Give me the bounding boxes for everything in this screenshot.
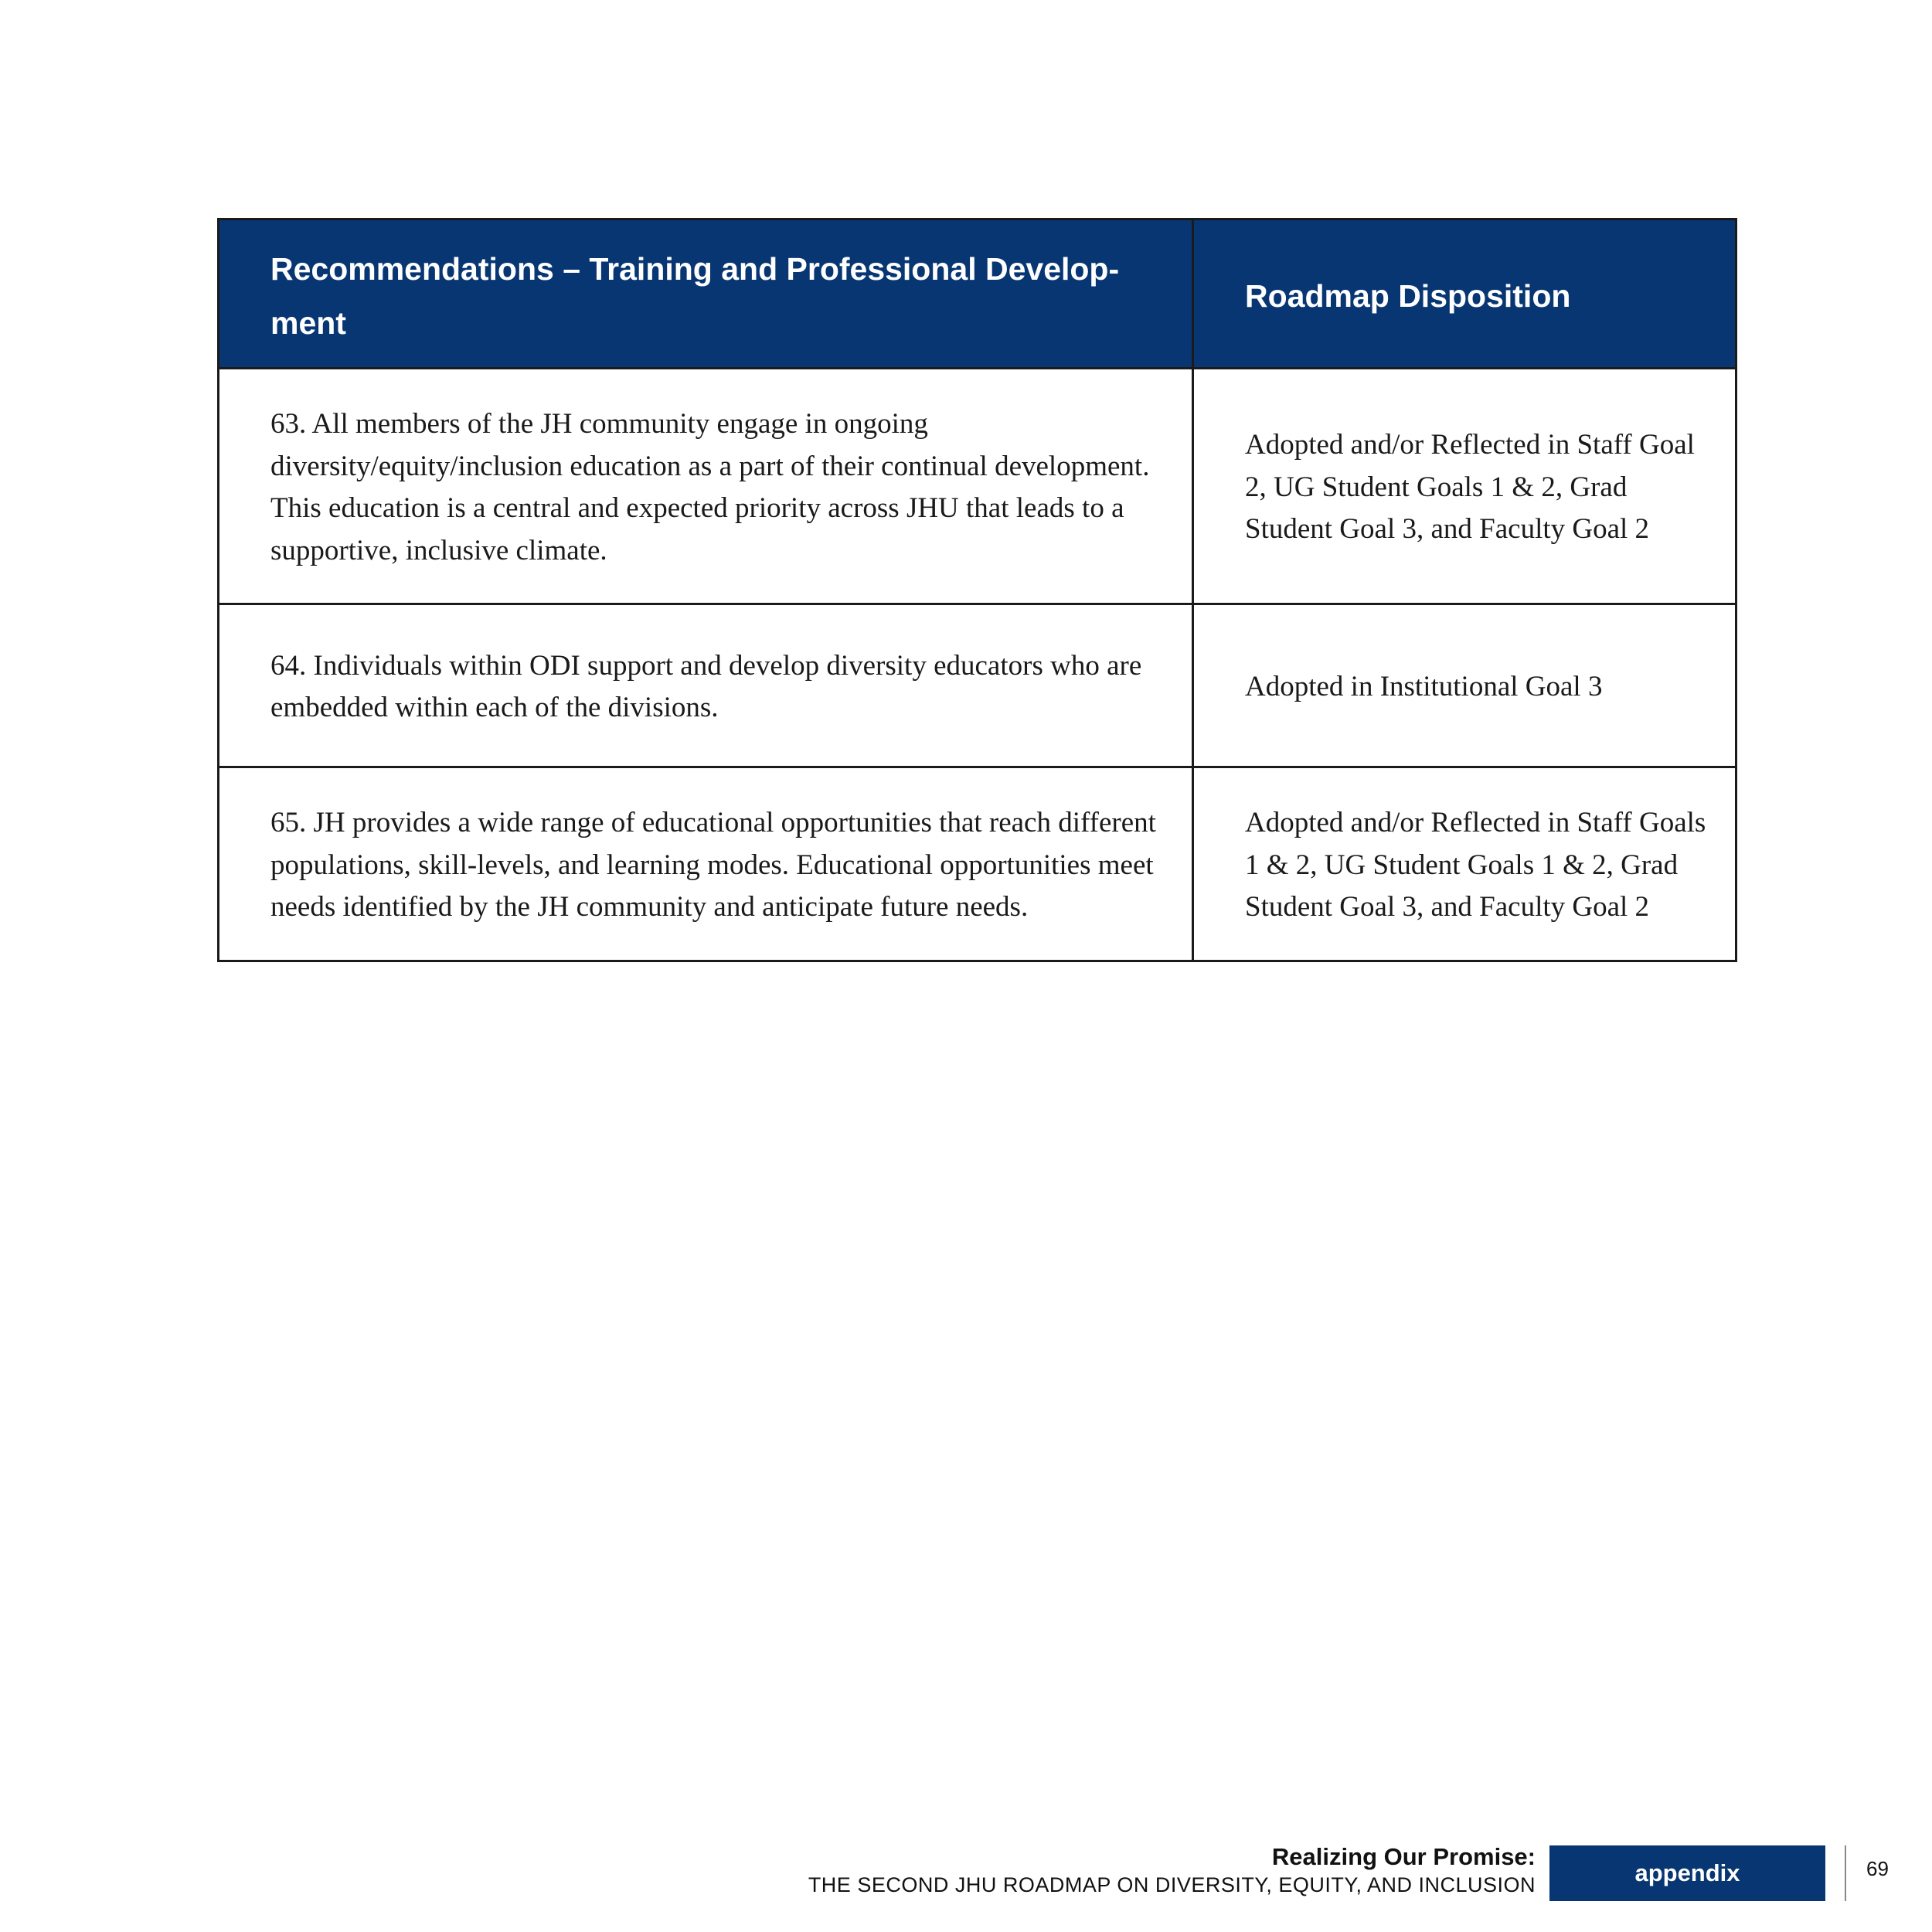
recommendation-cell: 64. Individuals within ODI support and develop diversity educators who are embedded within each of the divisions. — [219, 604, 1193, 767]
recommendations-table-container — [217, 218, 1735, 962]
recommendations-table — [217, 218, 1737, 962]
table-row — [219, 369, 1736, 604]
recommendation-cell: 65. JH provides a wide range of educational opportunities that reach different populations, skill-levels, and learning modes. Educational opportunities meet needs identified by the JH community and anticipate future needs. — [219, 767, 1193, 961]
footer-subtitle: THE SECOND JHU ROADMAP ON DIVERSITY, EQUITY, AND INCLUSION — [808, 1873, 1536, 1896]
disposition-cell: Adopted and/or Reflected in Staff Goals 1 & 2, UG Student Goals 1 & 2, Grad Student Goal 3, and Faculty Goal 2 — [1193, 767, 1736, 961]
table-row — [219, 767, 1736, 961]
table-row — [219, 604, 1736, 767]
page-number: 69 — [1866, 1857, 1889, 1880]
footer-divider — [1845, 1845, 1846, 1901]
disposition-cell: Adopted and/or Reflected in Staff Goal 2, UG Student Goals 1 & 2, Grad Student Goal 3, and Faculty Goal 2 — [1193, 369, 1736, 604]
header-recommendation: Recommendations – Training and Professional Develop-ment — [219, 219, 1193, 369]
disposition-cell: Adopted in Institutional Goal 3 — [1193, 604, 1736, 767]
header-disposition: Roadmap Disposition — [1193, 219, 1736, 369]
table-header-row — [219, 219, 1736, 369]
recommendation-cell: 63. All members of the JH community engage in ongoing diversity/equity/inclusion education as a part of their continual development. This education is a central and expected priority across JHU that leads to a supportive, inclusive climate. — [219, 369, 1193, 604]
section-tab-appendix[interactable]: appendix — [1549, 1845, 1825, 1901]
footer-title: Realizing Our Promise: — [1271, 1843, 1536, 1870]
